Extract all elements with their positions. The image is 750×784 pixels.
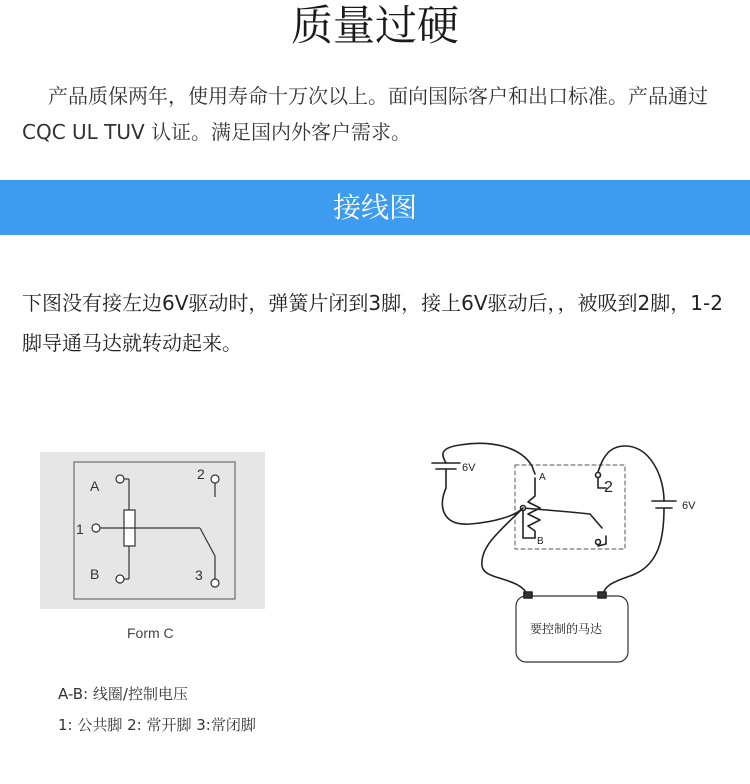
wiring-label-2: 2	[604, 479, 613, 496]
wiring-label-a: A	[539, 472, 546, 483]
legend-line-coil: A-B: 线圈/控制电压	[58, 685, 188, 703]
formc-label-2: 2	[197, 466, 205, 482]
formc-label-1: 1	[76, 521, 84, 537]
wiring-diagram	[420, 436, 730, 668]
section-banner: 接线图	[0, 180, 750, 235]
quality-paragraph: 产品质保两年，使用寿命十万次以上。面向国际客户和出口标准。产品通过CQC UL TUV 认证。满足国内外客户需求。	[22, 84, 708, 144]
formc-diagram	[40, 452, 265, 609]
formc-schematic	[40, 452, 265, 609]
wiring-label-b: B	[537, 536, 544, 547]
page-title: 质量过硬	[290, 1, 459, 50]
description-paragraph: 下图没有接左边6V驱动时，弹簧片闭到3脚，接上6V驱动后，，被吸到2脚，1-2脚导通马达就转动起来。	[22, 291, 723, 355]
wiring-battery-left-label: 6V	[462, 462, 476, 474]
motor-label: 要控制的马达	[530, 622, 603, 636]
wiring-battery-right-label: 6V	[682, 500, 696, 512]
formc-caption: Form C	[127, 625, 174, 641]
formc-label-b: B	[90, 566, 100, 582]
legend-line-pins: 1: 公共脚 2: 常开脚 3:常闭脚	[58, 716, 256, 734]
formc-label-3: 3	[195, 567, 203, 583]
formc-label-a: A	[90, 478, 100, 494]
